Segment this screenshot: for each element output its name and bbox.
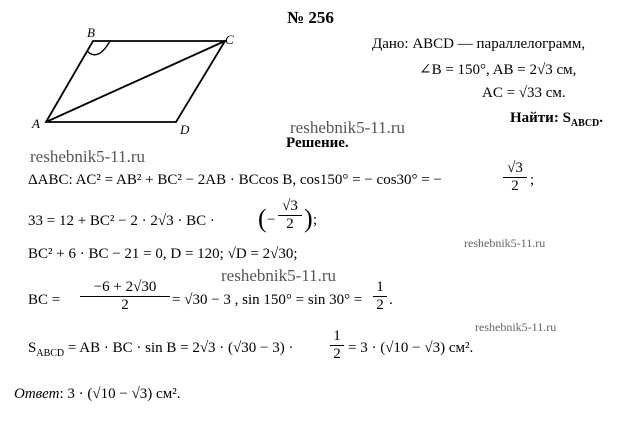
answer — [14, 386, 180, 403]
equation-5-right: = 3 · (√10 − √3) см². — [348, 340, 474, 356]
equation-3: BC² + 6 · BC − 21 = 0, D = 120; √D = 2√30; — [28, 246, 298, 262]
equation-4-end: . — [389, 292, 393, 308]
find-text: Найти: S — [510, 110, 571, 126]
equation-1-fraction — [503, 160, 527, 195]
fraction-denominator: 2 — [121, 297, 129, 313]
fraction-numerator: √3 — [503, 160, 527, 178]
fraction-denominator: 2 — [376, 297, 384, 313]
watermark-5: reshebnik5-11.ru — [475, 320, 557, 334]
vertex-label-d: D — [180, 122, 190, 137]
given-line-2: ∠B = 150°, AB = 2√3 см, — [419, 62, 577, 78]
equation-2 — [28, 213, 215, 230]
problem-number: № 256 — [287, 8, 334, 27]
equation-4-left: BC = — [28, 292, 61, 308]
equation-2-fraction: ( − $\frac{√3}{2}$ ) ; — [258, 198, 318, 233]
vertex-label-c: C — [225, 32, 234, 47]
equation-5-middle: = AB · BC · sin B = 2√3 · (√30 − 3) · — [67, 340, 294, 356]
angle-b-arc — [87, 41, 110, 55]
find-end: . — [599, 110, 604, 126]
equation-5-subscript: ABCD — [36, 348, 65, 359]
vertex-label-a: A — [32, 116, 40, 131]
answer-label: Ответ — [14, 386, 60, 402]
answer-value: : 3 · (√10 − √3) см². — [59, 386, 181, 402]
vertex-label-b: B — [87, 25, 95, 40]
equation-5-fraction — [330, 328, 344, 363]
equation-5 — [28, 340, 293, 359]
equation-5-s: S — [28, 340, 37, 356]
watermark-2: reshebnik5-11.ru — [30, 147, 146, 166]
solution-heading: Решение. — [286, 135, 349, 151]
fraction-numerator: √3 — [278, 198, 302, 216]
find-subscript: ABCD — [570, 118, 600, 129]
watermark-4: reshebnik5-11.ru — [221, 266, 337, 285]
equation-1 — [28, 172, 442, 189]
equation-1-text: ΔABC: AC² = AB² + BC² − 2AB · BCcos B, cos150° = − cos30° = − — [28, 172, 442, 188]
watermark-1: reshebnik5-11.ru — [290, 118, 406, 137]
find-line — [510, 110, 603, 129]
equation-2-text: 33 = 12 + BC² − 2 · 2√3 · BC · — [28, 213, 215, 229]
fraction-denominator: 2 — [511, 178, 519, 194]
fraction-denominator: 2 — [333, 346, 341, 362]
fraction-denominator: 2 — [286, 216, 294, 232]
fraction-numerator: −6 + 2√30 — [80, 279, 170, 297]
fraction-numerator: 1 — [373, 279, 387, 297]
given-line-3: AC = √33 см. — [482, 85, 566, 101]
equation-4-fraction-2 — [373, 279, 387, 314]
given-line-1: Дано: ABCD — параллелограмм, — [372, 36, 586, 52]
equation-1-end: ; — [530, 172, 535, 188]
watermark-3: reshebnik5-11.ru — [464, 236, 546, 250]
equation-4-fraction — [80, 279, 170, 314]
equation-4-right: = √30 − 3 , sin 150° = sin 30° = — [172, 292, 363, 308]
diagonal-ac — [46, 41, 225, 122]
fraction-numerator: 1 — [330, 328, 344, 346]
